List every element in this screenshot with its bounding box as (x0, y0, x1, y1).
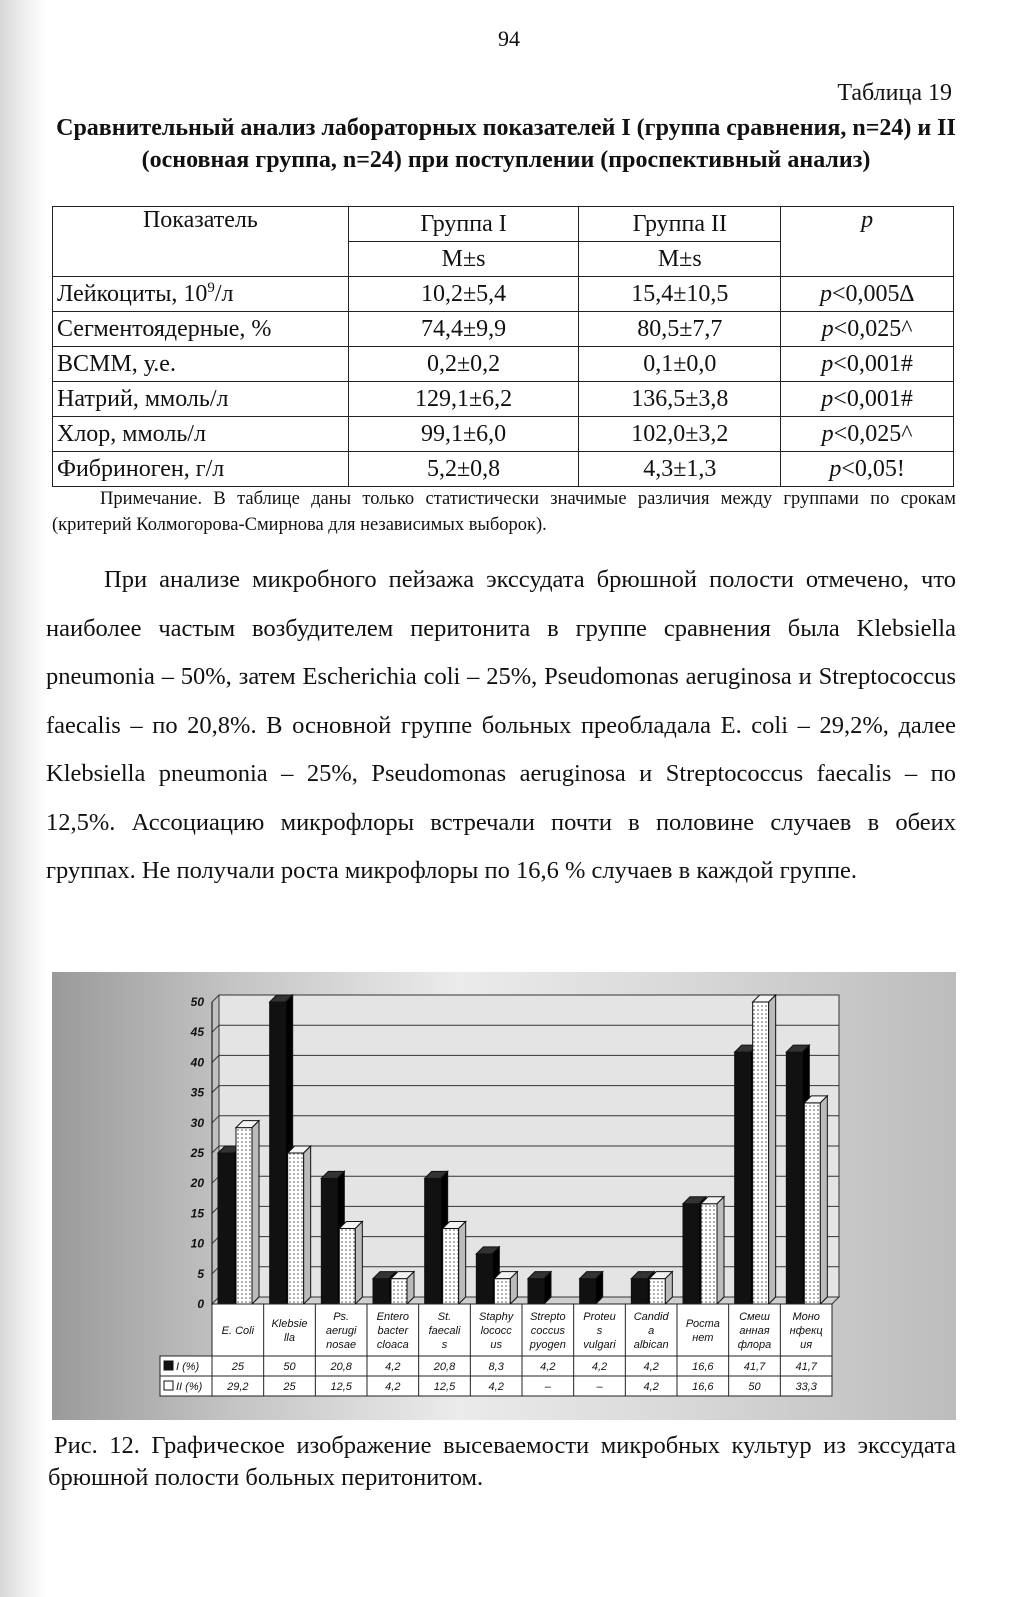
bar-series-2 (443, 1229, 459, 1305)
row-indicator: Фибриноген, г/л (53, 452, 349, 487)
category-label: nosae (326, 1339, 357, 1351)
bar-series-1 (528, 1279, 544, 1304)
category-label: Proteu (583, 1311, 616, 1323)
row-p-value: p<0,001# (781, 347, 954, 382)
category-label: флора (737, 1339, 772, 1351)
category-label: Klebsie (271, 1318, 308, 1330)
bar-side (304, 1146, 311, 1304)
data-label: 16,6 (692, 1381, 714, 1393)
category-label: Смеш (739, 1311, 770, 1323)
data-label: 16,6 (692, 1361, 714, 1373)
subheader-group-2: M±s (579, 242, 781, 277)
bar-series-2 (236, 1128, 252, 1304)
bar-series-1 (786, 1052, 802, 1304)
bar-side (252, 1121, 259, 1304)
bar-series-1 (683, 1204, 699, 1304)
category-label: Роста (685, 1318, 720, 1330)
grid-slant (212, 1025, 219, 1032)
header-p: p (781, 207, 954, 277)
row-indicator: Лейкоциты, $10^9/л$ (53, 277, 349, 312)
table-row (53, 347, 954, 382)
figure-caption: Рис. 12. Графическое изображение высеваемости микробных культур из экссудата брюшной полости больных перитонитом. (48, 1432, 956, 1491)
data-label: 12,5 (330, 1381, 352, 1393)
y-tick-label: 45 (190, 1025, 204, 1040)
row-group-2: 102,0±3,2 (579, 417, 781, 452)
row-indicator: Натрий, ммоль/л (53, 382, 349, 417)
data-label: 4,2 (643, 1361, 659, 1373)
grid-slant (212, 995, 219, 1002)
bar-series-1 (476, 1254, 492, 1304)
bar-series-2 (804, 1103, 820, 1304)
legend-label: II (%) (176, 1381, 203, 1393)
data-label: 20,8 (433, 1361, 456, 1373)
bar-series-2 (753, 1002, 769, 1304)
y-tick-label: 20 (190, 1176, 204, 1191)
bar-series-1 (425, 1178, 441, 1304)
bar-series-1 (735, 1052, 751, 1304)
y-tick-label: 0 (197, 1297, 204, 1311)
data-label: 4,2 (591, 1361, 608, 1373)
row-group-1: 10,2±5,4 (348, 277, 579, 312)
category-label: Staphy (479, 1311, 514, 1323)
y-tick-label: 40 (190, 1055, 204, 1070)
microbial-bar-chart (52, 972, 956, 1420)
category-label: bacter (377, 1325, 409, 1337)
grid-slant (212, 1116, 219, 1123)
row-group-2: 4,3±1,3 (579, 452, 781, 487)
category-label: анная (739, 1325, 770, 1337)
category-label: s (441, 1339, 448, 1351)
data-label: 8,3 (488, 1361, 504, 1373)
row-group-1: 5,2±0,8 (348, 452, 579, 487)
data-label: 4,2 (540, 1361, 556, 1373)
legend-key-series-2 (164, 1381, 173, 1390)
bar-series-1 (321, 1178, 337, 1304)
category-label: E. Coli (221, 1325, 255, 1337)
row-group-1: 74,4±9,9 (348, 312, 579, 347)
y-tick-label: 15 (190, 1206, 204, 1221)
bar-series-2 (649, 1279, 665, 1304)
data-label: 25 (231, 1361, 244, 1373)
category-label: pyogen (529, 1339, 566, 1351)
y-tick-label: 10 (190, 1236, 204, 1251)
table-row (53, 452, 954, 487)
row-group-2: 136,5±3,8 (579, 382, 781, 417)
data-label: 4,2 (385, 1381, 401, 1393)
y-tick-label: 5 (197, 1266, 204, 1281)
y-tick-label: 50 (190, 995, 204, 1009)
data-label: 12,5 (433, 1381, 456, 1393)
bar-side (355, 1222, 362, 1305)
bar-side (820, 1096, 827, 1304)
data-label: – (544, 1381, 551, 1393)
data-label: 4,2 (385, 1361, 401, 1373)
data-label: 41,7 (743, 1361, 766, 1373)
header-indicator: Показатель (53, 207, 349, 277)
table-header-row (53, 207, 954, 242)
table-label: Таблица 19 (837, 80, 952, 106)
grid-slant (212, 1055, 219, 1062)
grid-slant (212, 1146, 219, 1153)
data-label: 4,2 (643, 1381, 659, 1393)
bar-series-2 (288, 1153, 304, 1304)
row-group-2: 80,5±7,7 (579, 312, 781, 347)
bar-series-1 (580, 1279, 596, 1304)
lab-indicators-table (52, 206, 954, 487)
bar-side (717, 1197, 724, 1304)
category-label: Candid (633, 1311, 669, 1323)
data-label: 29,2 (227, 1381, 249, 1393)
body-paragraph: При анализе микробного пейзажа экссудата брюшной полости отмечено, что наиболее частым возбудителем перитонита в группе сравнения была Klebsiella pneumonia – 50%, затем Escherichia coli – 25%, Pseudomonas aeruginosa и Streptococcus faecalis – по 20,8%. В основной группе больных преобладала E. coli – 29,2%, далее Klebsiella pneumonia – 25%, Pseudomonas aeruginosa и Streptococcus faecalis – по 12,5%. Ассоциацию микрофлоры встречали почти в половине случаев в обеих группах. Не получали роста микрофлоры по 16,6 % случаев в каждой группе. (46, 566, 956, 884)
category-label: нфекц (789, 1325, 823, 1337)
y-tick-label: 35 (190, 1085, 204, 1100)
row-group-1: 0,2±0,2 (348, 347, 579, 382)
category-label: ия (800, 1339, 813, 1351)
row-group-2: 0,1±0,0 (579, 347, 781, 382)
bar-series-2 (339, 1229, 355, 1305)
category-label: vulgari (583, 1339, 616, 1351)
bar-series-2 (391, 1279, 407, 1304)
subheader-group-1: M±s (348, 242, 579, 277)
grid-slant (212, 1086, 219, 1093)
row-p-value: p<0,005∆ (781, 277, 954, 312)
row-group-1: 129,1±6,2 (348, 382, 579, 417)
y-tick-label: 25 (190, 1146, 204, 1160)
category-label: Моно (792, 1311, 820, 1323)
data-label: 50 (748, 1381, 761, 1393)
header-group-1: Группа I (348, 207, 579, 242)
data-label: 25 (283, 1381, 296, 1393)
data-label: 50 (283, 1361, 296, 1373)
table-title: Сравнительный анализ лабораторных показателей I (группа сравнения, n=24) и II (основная группа, n=24) при поступлении (проспективный анализ) (56, 115, 956, 173)
table-row (53, 277, 954, 312)
row-indicator: ВСММ, у.е. (53, 347, 349, 382)
category-label: Ps. (333, 1311, 350, 1323)
category-label: albican (633, 1339, 669, 1351)
y-tick-label: 30 (190, 1115, 204, 1130)
data-label: 4,2 (488, 1381, 504, 1393)
category-label: s (596, 1325, 603, 1337)
row-group-1: 99,1±6,0 (348, 417, 579, 452)
table-row (53, 382, 954, 417)
table-row (53, 417, 954, 452)
bar-side (769, 995, 776, 1304)
category-label: coccus (530, 1325, 565, 1337)
category-label: faecali (428, 1325, 461, 1337)
data-label: 41,7 (795, 1361, 817, 1373)
category-label: aerugi (325, 1325, 357, 1337)
scan-left-edge-shade (0, 0, 48, 1597)
category-label: St. (437, 1311, 452, 1323)
bar-series-1 (373, 1279, 389, 1304)
bar-series-2 (701, 1204, 717, 1304)
row-p-value: p<0,05! (781, 452, 954, 487)
chart-svg (52, 972, 956, 1420)
table-note: Примечание. В таблице даны только статистически значимые различия между группами по срокам (критерий Колмогорова-Смирнова для независимых выборок). (52, 489, 956, 535)
bar-series-1 (631, 1279, 647, 1304)
page-number: 94 (498, 26, 520, 51)
row-group-2: 15,4±10,5 (579, 277, 781, 312)
category-label: нет (692, 1332, 714, 1344)
bar-side (459, 1222, 466, 1305)
category-label: lococc (480, 1325, 512, 1337)
data-label: 20,8 (330, 1361, 352, 1373)
bar-series-1 (218, 1153, 234, 1304)
data-label: – (596, 1381, 603, 1393)
row-p-value: p<0,025^ (781, 312, 954, 347)
header-group-2: Группа II (579, 207, 781, 242)
category-label: Strepto (530, 1311, 566, 1323)
category-label: Entero (376, 1311, 410, 1323)
category-label: a (648, 1325, 655, 1337)
row-p-value: p<0,001# (781, 382, 954, 417)
bar-series-1 (270, 1002, 286, 1304)
category-label: lla (283, 1332, 296, 1344)
row-indicator: Сегментоядерные, % (53, 312, 349, 347)
category-label: us (490, 1339, 502, 1351)
row-indicator: Хлор, ммоль/л (53, 417, 349, 452)
table-row (53, 312, 954, 347)
data-label: 33,3 (795, 1381, 817, 1393)
legend-label: I (%) (176, 1361, 200, 1373)
legend-key-series-1 (164, 1361, 173, 1370)
bar-series-2 (494, 1279, 510, 1304)
row-p-value: p<0,025^ (781, 417, 954, 452)
category-label: cloaca (376, 1339, 409, 1351)
